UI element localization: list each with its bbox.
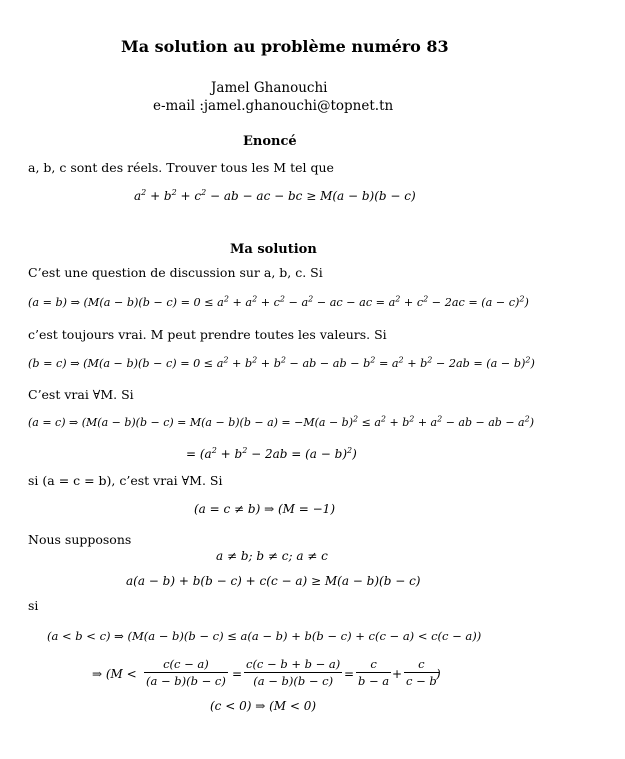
case-a-equals-b-note: c’est toujours vrai. M peut prendre toutes les valeurs. Si [28, 327, 387, 342]
case-ordered-prefix: ⇒ (M < [92, 667, 137, 681]
suppose-text: Nous supposons [28, 532, 132, 547]
fraction-4-numerator: c [404, 657, 439, 673]
case-a-equals-c-line2: = $(a^2 + b^2 - 2ab = (a - b)^2)$ [186, 446, 357, 461]
fraction-3-numerator: c [356, 657, 391, 673]
fraction-1-numerator: c(c − a) [144, 657, 228, 673]
si-text: si [28, 598, 39, 613]
case-a-equals-c-note: si (a = c = b), c’est vrai ∀M. Si [28, 473, 223, 488]
fraction-2-denominator: (a − b)(b − c) [253, 674, 334, 688]
enonce-text: a, b, c sont des réels. Trouver tous les M tel que [28, 160, 334, 175]
fraction-3 [356, 657, 391, 688]
enonce-heading: Enoncé [243, 134, 297, 149]
closing-paren: ) [436, 667, 441, 681]
case-ordered-line1: (a < b < c) ⇒ (M(a − b)(b − c) ≤ a(a − b) + b(b − c) + c(c − a) < c(c − a)) [47, 629, 482, 643]
solution-intro: C’est une question de discussion sur a, b, c. Si [28, 265, 323, 280]
fraction-2 [244, 657, 342, 688]
equals-2: = [344, 667, 355, 681]
paper-title: Ma solution au problème numéro 83 [121, 37, 449, 56]
case-ordered-line3: (c < 0) ⇒ (M < 0) [210, 699, 317, 713]
assumption: a ≠ b; b ≠ c; a ≠ c [216, 549, 328, 563]
fraction-1-denominator: (a − b)(b − c) [146, 674, 226, 688]
fraction-4 [404, 657, 439, 688]
case-a-equals-b: (a = b) ⇒ ($M(a - b)(b - c) = 0 \le a^2 + a^2 + c^2 - a^2$ − ac − ac = $a^2 + c^2 - 2ac = (a - c)^2$) [28, 294, 529, 309]
fraction-4-denominator: c − b [406, 674, 437, 688]
case-a-equals-c-line1: (a = c) ⇒ ($M(a - b)(b - c) = M(a - b)(b - a) = -M(a - b)^2 \le a^2 + b^2 + a^2$ − ab − ab − $a^2$) [28, 414, 534, 429]
case-b-equals-c: (b = c) ⇒ ($M(a - b)(b - c) = 0 \le a^2 + b^2 + b^2$ − ab − ab − $b^2 = a^2 + b^2 - 2ab = (a - b)^2$) [28, 355, 535, 370]
plus-sign: + [392, 667, 403, 681]
case-b-equals-c-note: C’est vrai ∀M. Si [28, 387, 134, 402]
fraction-2-numerator: c(c − b + b − a) [246, 657, 341, 671]
equals-1: = [232, 667, 243, 681]
author-email: e-mail :jamel.ghanouchi@topnet.tn [153, 98, 394, 114]
rewritten-inequality: a(a − b) + b(b − c) + c(c − a) ≥ M(a − b)(b − c) [126, 574, 421, 588]
enonce-inequality: $a^2 + b^2 + c^2$ − ab − ac − bc ≥ M(a − b)(b − c) [134, 188, 416, 203]
fraction-3-denominator: b − a [358, 674, 390, 688]
solution-heading: Ma solution [230, 242, 317, 257]
case-a-equals-c-not-b: (a = c ≠ b) ⇒ (M = −1) [194, 502, 335, 516]
fraction-1 [144, 657, 228, 688]
author-name: Jamel Ghanouchi [211, 80, 328, 96]
